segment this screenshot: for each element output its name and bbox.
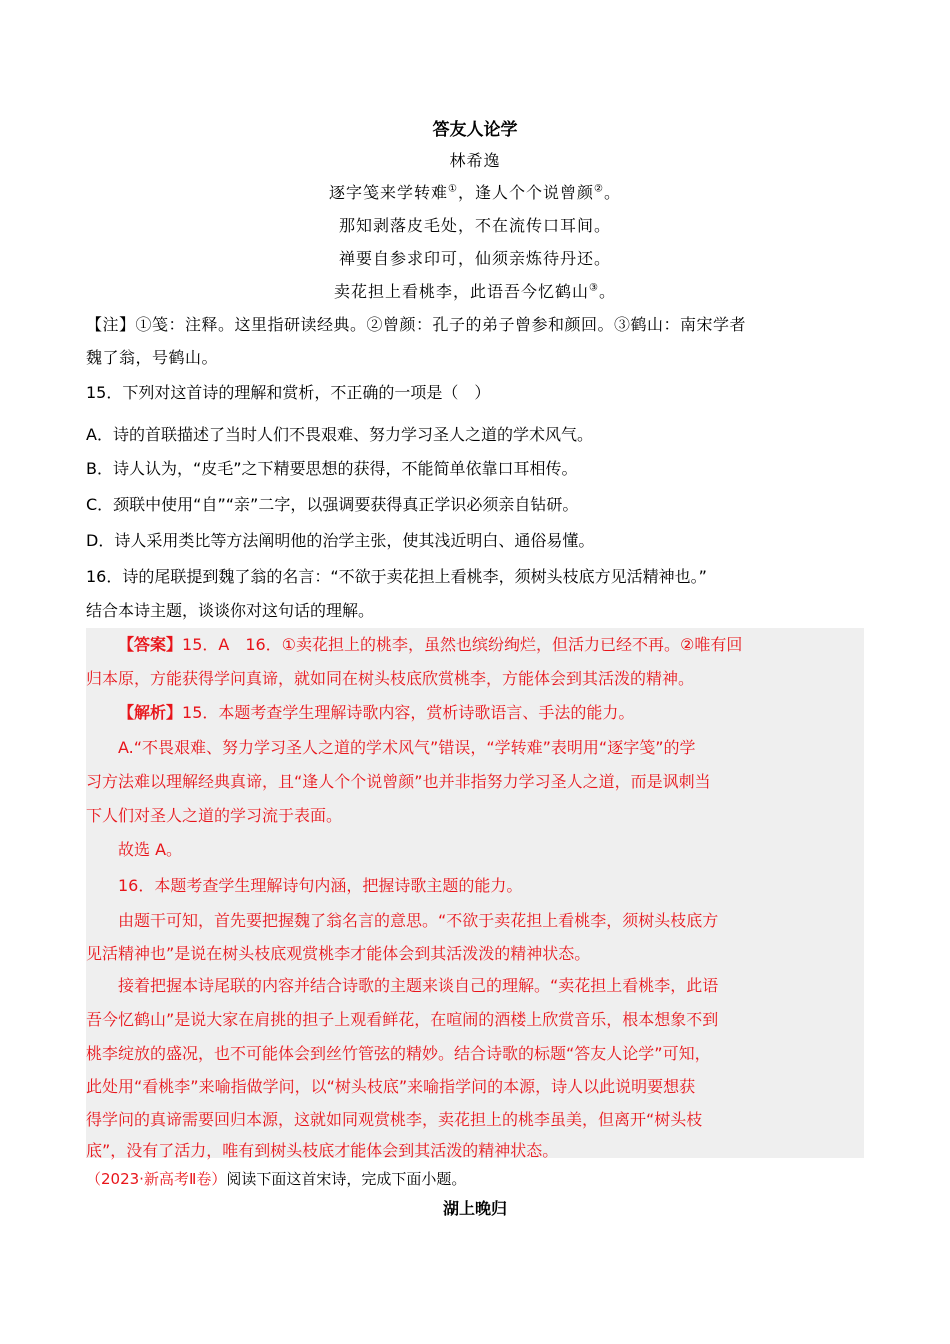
poem-line-4-text: 卖花担上看桃李，此语吾今忆鹤山 <box>334 282 590 301</box>
answer-line-1-text: 15．A 16．①卖花担上的桃李，虽然也缤纷绚烂，但活力已经不再。②唯有回 <box>182 635 743 654</box>
next-poem-title: 湖上晚归 <box>442 1199 507 1218</box>
analysis-a-line-3: 下人们对圣人之道的学习流于表面。 <box>86 806 343 825</box>
poem-line-1-end: 。 <box>603 183 621 202</box>
question-16-line-2: 结合本诗主题，谈谈你对这句话的理解。 <box>86 601 375 620</box>
footnote-marker-2: ② <box>594 183 604 195</box>
poem-title: 答友人论学 <box>432 120 518 140</box>
analysis-p1-line-1: 由题干可知，首先要把握魏了翁名言的意思。“不欲于卖花担上看桃李，须树头枝底方 <box>118 911 719 930</box>
answer-line-2: 归本原，方能获得学问真谛，就如同在树头枝底欣赏桃李，方能体会到其活泼的精神。 <box>86 669 695 688</box>
poem-author: 林希逸 <box>449 151 501 170</box>
analysis-p2-line-4: 此处用“看桃李”来喻指做学问，以“树头枝底”来喻指学问的本源，诗人以此说明要想获 <box>86 1077 696 1096</box>
poem-line-1-text: 逐字笺来学转难 <box>329 183 449 202</box>
poem-note-line-1: 【注】①笺：注释。这里指研读经典。②曾颜：孔子的弟子曾参和颜回。③鹤山：南宋学者 <box>86 315 747 334</box>
question-15-option-a: A．诗的首联描述了当时人们不畏艰难、努力学习圣人之道的学术风气。 <box>86 425 593 444</box>
footnote-marker-3: ③ <box>589 282 599 294</box>
poem-line-4-end: 。 <box>598 282 616 301</box>
question-15: 15．下列对这首诗的理解和赏析，不正确的一项是（ ） <box>86 383 491 402</box>
analysis-choose: 故选 A。 <box>118 840 183 859</box>
analysis-p2-line-5: 得学问的真谛需要回归本源，这就如同观赏桃李，卖花担上的桃李虽美，但离开“树头枝 <box>86 1110 703 1129</box>
poem-line-4 <box>0 279 950 302</box>
question-15-option-d: D．诗人采用类比等方法阐明他的治学主张，使其浅近明白、通俗易懂。 <box>86 531 595 550</box>
question-15-option-b: B．诗人认为，“皮毛”之下精要思想的获得，不能简单依靠口耳相传。 <box>86 459 578 478</box>
next-instruction: 阅读下面这首宋诗，完成下面小题。 <box>226 1170 467 1188</box>
analysis-q16-head: 16．本题考查学生理解诗句内涵，把握诗歌主题的能力。 <box>118 876 523 895</box>
poem-note-line-2: 魏了翁，号鹤山。 <box>86 348 219 367</box>
analysis-p2-line-6: 底”，没有了活力，唯有到树头枝底才能体会到其活泼的精神状态。 <box>86 1141 559 1160</box>
next-question-intro <box>86 1168 466 1189</box>
source-tag: （2023·新高考Ⅱ卷） <box>86 1170 227 1188</box>
analysis-line-1-text: 15．本题考查学生理解诗歌内容，赏析诗歌语言、手法的能力。 <box>182 703 635 722</box>
question-15-option-c: C．颈联中使用“自”“亲”二字，以强调要获得真正学识必须亲自钻研。 <box>86 495 579 514</box>
footnote-marker-1: ① <box>448 183 458 195</box>
analysis-a-line-1: A.“不畏艰难、努力学习圣人之道的学术风气”错误，“学转难”表明用“逐字笺”的学 <box>118 738 696 757</box>
poem-line-1 <box>0 180 950 203</box>
answer-label: 【答案】 <box>118 635 183 654</box>
question-16-line-1: 16．诗的尾联提到魏了翁的名言：“不欲于卖花担上看桃李，须树头枝底方见活精神也。” <box>86 567 707 586</box>
analysis-p2-line-1: 接着把握本诗尾联的内容并结合诗歌的主题来谈自己的理解。“卖花担上看桃李，此语 <box>118 976 719 995</box>
analysis-p2-line-2: 吾今忆鹤山”是说大家在肩挑的担子上观看鲜花，在喧闹的酒楼上欣赏音乐，根本想象不到 <box>86 1010 719 1029</box>
analysis-p2-line-3: 桃李绽放的盛况，也不可能体会到丝竹管弦的精妙。结合诗歌的标题“答友人论学”可知， <box>86 1044 711 1063</box>
poem-line-3: 禅要自参求印可，仙须亲炼待丹还。 <box>338 249 611 268</box>
answer-line-1 <box>86 628 864 662</box>
analysis-line-1 <box>86 696 864 730</box>
poem-line-1-rest: ，逢人个个说曾颜 <box>457 183 594 202</box>
analysis-a-line-2: 习方法难以理解经典真谛，且“逢人个个说曾颜”也并非指努力学习圣人之道，而是讽刺当 <box>86 772 711 791</box>
analysis-p1-line-2: 见活精神也”是说在树头枝底观赏桃李才能体会到其活泼泼的精神状态。 <box>86 944 591 963</box>
analysis-label: 【解析】 <box>118 703 183 722</box>
poem-line-2: 那知剥落皮毛处，不在流传口耳间。 <box>338 216 611 235</box>
